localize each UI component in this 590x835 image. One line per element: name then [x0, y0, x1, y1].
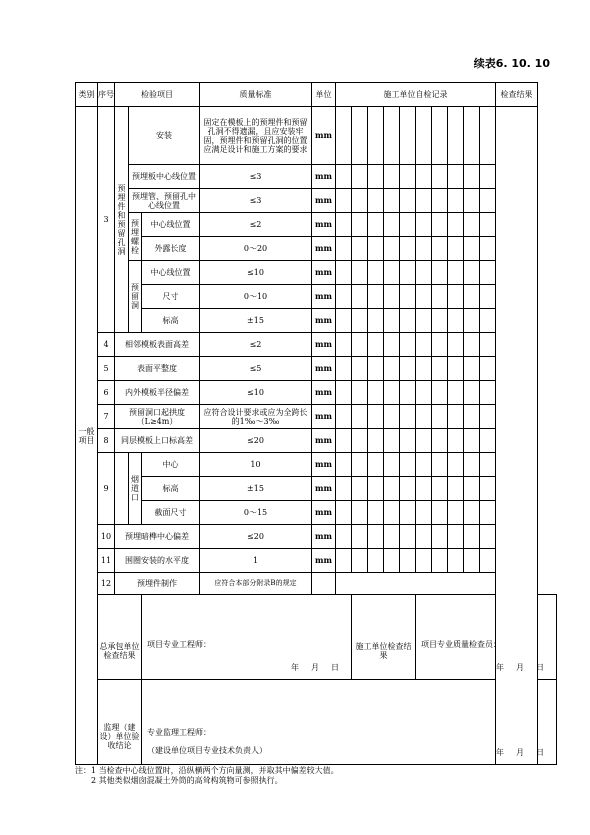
record-cell [480, 261, 496, 285]
record-cell [384, 213, 400, 237]
record-cell [448, 357, 464, 381]
record-cell [416, 213, 432, 237]
standard-cell: ≤20 [200, 525, 312, 549]
record-cell [464, 189, 480, 213]
record-cell [352, 405, 368, 429]
record-cell [368, 333, 384, 357]
unit-cell: mm [312, 357, 336, 381]
record-cell [416, 165, 432, 189]
record-cell [432, 189, 448, 213]
record-cell [416, 357, 432, 381]
record-cell [352, 189, 368, 213]
record-cell [416, 285, 432, 309]
record-cell [368, 501, 384, 525]
record-cell [336, 477, 352, 501]
contractor-date: 年 月 日 [291, 663, 341, 672]
header-unit: 单位 [312, 83, 336, 107]
builder-date: 年 月 日 [496, 663, 546, 672]
unit-cell: mm [312, 165, 336, 189]
record-cell [336, 261, 352, 285]
unit-cell: mm [312, 213, 336, 237]
record-cell [432, 285, 448, 309]
item-cell: 围圈安装的水平度 [115, 549, 200, 573]
table-row [76, 429, 557, 453]
record-cell [464, 333, 480, 357]
record-cell [432, 405, 448, 429]
table-row [76, 501, 557, 525]
seq-cell: 7 [98, 405, 115, 429]
table-row [76, 165, 557, 189]
record-cell [448, 309, 464, 333]
record-cell [448, 429, 464, 453]
record-cell [416, 501, 432, 525]
record-cell [352, 357, 368, 381]
record-cell [432, 477, 448, 501]
record-cell [480, 357, 496, 381]
standard-cell: 0～20 [200, 237, 312, 261]
record-cell [368, 237, 384, 261]
record-cell [352, 333, 368, 357]
builder-sign-box [416, 595, 557, 680]
footnote-1: 注：1 当检查中心线位置时，沿纵横两个方向量测，并取其中偏差较大值。 [75, 766, 339, 775]
header-result: 检查结果 [496, 83, 538, 107]
standard-cell: ≤3 [200, 165, 312, 189]
table-row [76, 333, 557, 357]
record-cell [432, 237, 448, 261]
record-cell [416, 381, 432, 405]
standard-cell: 1 [200, 549, 312, 573]
item-cell: 外露长度 [142, 237, 200, 261]
table-row [76, 213, 557, 237]
record-cell [416, 107, 432, 165]
seq-cell: 10 [98, 525, 115, 549]
record-cell [480, 453, 496, 477]
unit-cell: mm [312, 333, 336, 357]
record-cell [416, 525, 432, 549]
record-cell [384, 107, 400, 165]
item-cell: 相邻模板表面高差 [115, 333, 200, 357]
record-cell [336, 213, 352, 237]
item-cell: 预埋管、预留孔中心线位置 [129, 189, 200, 213]
record-cell [384, 237, 400, 261]
record-cell [448, 477, 464, 501]
record-cell [400, 453, 416, 477]
record-cell [448, 189, 464, 213]
seq-cell: 12 [98, 573, 115, 595]
record-cell [384, 381, 400, 405]
record-cell [400, 309, 416, 333]
table-row [76, 189, 557, 213]
standard-cell: ≤5 [200, 357, 312, 381]
unit-cell: mm [312, 261, 336, 285]
table-row [76, 549, 557, 573]
record-cell [432, 309, 448, 333]
builder-role: 项目专业质量检查员： [421, 640, 501, 649]
inspection-table [75, 82, 557, 765]
record-cell [416, 453, 432, 477]
item-cell: 表面平整度 [115, 357, 200, 381]
seq-cell: 5 [98, 357, 115, 381]
record-cell [368, 165, 384, 189]
table-row [76, 381, 557, 405]
standard-cell: ≤10 [200, 381, 312, 405]
standard-cell: ≤2 [200, 333, 312, 357]
item-cell: 预埋板中心线位置 [129, 165, 200, 189]
record-cell [464, 549, 480, 573]
record-cell [432, 107, 448, 165]
record-cell [400, 107, 416, 165]
record-cell [480, 549, 496, 573]
record-cell [480, 405, 496, 429]
record-cell [464, 429, 480, 453]
record-cell [464, 477, 480, 501]
record-cell [352, 549, 368, 573]
group-flue: 烟道口 [129, 453, 142, 525]
header-record: 施工单位自检记录 [336, 83, 496, 107]
record-cell [400, 477, 416, 501]
record-cell [448, 333, 464, 357]
record-cell [368, 309, 384, 333]
standard-cell: 0～15 [200, 501, 312, 525]
record-cell [352, 381, 368, 405]
header-seq: 序号 [98, 83, 115, 107]
record-cell [432, 213, 448, 237]
record-cell [352, 213, 368, 237]
unit-cell: mm [312, 285, 336, 309]
record-cell [384, 261, 400, 285]
table-row [76, 285, 557, 309]
record-cell [480, 381, 496, 405]
record-cell [336, 549, 352, 573]
group-bolt: 预埋螺栓 [129, 213, 142, 261]
record-cell [432, 333, 448, 357]
record-cell [336, 189, 352, 213]
group-embedded: 预埋件和预留孔洞 [115, 107, 129, 333]
unit-cell: mm [312, 107, 336, 165]
record-cell [416, 477, 432, 501]
record-cell [464, 381, 480, 405]
record-cell [448, 405, 464, 429]
record-cell [352, 501, 368, 525]
record-cell [384, 165, 400, 189]
record-cell [368, 261, 384, 285]
standard-cell: ±15 [200, 309, 312, 333]
record-cell [368, 285, 384, 309]
standard-cell: 应符合设计要求或应为全跨长的1‰～3‰ [200, 405, 312, 429]
contractor-label: 总承包单位检查结果 [98, 595, 142, 680]
unit-cell: mm [312, 501, 336, 525]
record-cell [480, 429, 496, 453]
record-cell [448, 501, 464, 525]
record-cell [336, 237, 352, 261]
record-cell [368, 107, 384, 165]
seq-cell: 6 [98, 381, 115, 405]
record-cell [416, 549, 432, 573]
record-cell [464, 213, 480, 237]
record-cell [432, 453, 448, 477]
record-cell [336, 357, 352, 381]
item-cell: 标高 [142, 477, 200, 501]
unit-cell: mm [312, 309, 336, 333]
record-cell [432, 357, 448, 381]
table-row [76, 453, 557, 477]
table-row [76, 405, 557, 429]
record-cell [400, 261, 416, 285]
record-cell [400, 237, 416, 261]
unit-cell: mm [312, 549, 336, 573]
record-cell [352, 165, 368, 189]
builder-label: 施工单位检查结果 [352, 595, 416, 680]
record-cell [336, 381, 352, 405]
standard-cell: 0～10 [200, 285, 312, 309]
record-cell [432, 501, 448, 525]
record-cell [336, 333, 352, 357]
record-cell [352, 285, 368, 309]
record-cell [448, 525, 464, 549]
unit-cell: mm [312, 405, 336, 429]
record-cell [384, 309, 400, 333]
record-cell [352, 237, 368, 261]
record-cell [416, 405, 432, 429]
record-cell [368, 213, 384, 237]
header-standard: 质量标准 [200, 83, 312, 107]
item-cell: 中心线位置 [142, 261, 200, 285]
record-cell [336, 165, 352, 189]
record-cell [384, 333, 400, 357]
contractor-role: 项目专业工程师： [147, 640, 211, 649]
record-cell [384, 429, 400, 453]
record-cell [480, 333, 496, 357]
standard-cell: ≤3 [200, 189, 312, 213]
record-cell [464, 309, 480, 333]
standard-cell: 应符合本部分附录B的规定 [200, 573, 312, 595]
record-cell [480, 525, 496, 549]
record-cell [464, 261, 480, 285]
record-cell [352, 525, 368, 549]
record-cell [352, 309, 368, 333]
record-cell [384, 189, 400, 213]
record-cell [400, 405, 416, 429]
record-cell [368, 429, 384, 453]
table-row [76, 525, 557, 549]
unit-cell: mm [312, 477, 336, 501]
record-cell [416, 333, 432, 357]
record-cell [400, 357, 416, 381]
seq-cell: 11 [98, 549, 115, 573]
record-cell [432, 429, 448, 453]
record-cell [432, 261, 448, 285]
standard-cell: 10 [200, 453, 312, 477]
unit-cell: mm [312, 429, 336, 453]
footnote-2: 2 其他类似烟囱混凝土外筒的高耸构筑物可参照执行。 [75, 776, 283, 785]
record-cell [416, 189, 432, 213]
record-cell [480, 309, 496, 333]
record-cell [384, 285, 400, 309]
record-cell [400, 189, 416, 213]
record-cell [368, 549, 384, 573]
unit-cell: mm [312, 237, 336, 261]
item-cell: 预留洞口起拱度（L≥4m） [115, 405, 200, 429]
supervisor-sign-box [142, 680, 557, 765]
table-row [76, 237, 557, 261]
record-cell [480, 477, 496, 501]
record-cell [400, 213, 416, 237]
table-row [76, 261, 557, 285]
seq-cell: 3 [98, 107, 115, 333]
standard-cell: ≤10 [200, 261, 312, 285]
footnotes [75, 766, 339, 786]
record-cell [384, 477, 400, 501]
table-row [76, 477, 557, 501]
record-cell [336, 107, 352, 165]
record-cell [464, 237, 480, 261]
record-cell [464, 357, 480, 381]
record-cell [448, 549, 464, 573]
record-cell [448, 261, 464, 285]
record-cell [480, 501, 496, 525]
record-cell [448, 213, 464, 237]
record-cell [464, 285, 480, 309]
record-cell [384, 525, 400, 549]
contractor-sign-box [142, 595, 352, 680]
record-cell [368, 189, 384, 213]
record-cell [400, 165, 416, 189]
record-cell [448, 237, 464, 261]
record-cell [384, 357, 400, 381]
record-cell [336, 525, 352, 549]
header-row [76, 83, 557, 107]
record-cell [400, 381, 416, 405]
standard-cell: ±15 [200, 477, 312, 501]
record-cell [400, 333, 416, 357]
seq-cell: 9 [98, 453, 115, 525]
record-cell [448, 381, 464, 405]
record-cell [384, 453, 400, 477]
supervisor-sign-row [76, 680, 557, 765]
record-cell [368, 381, 384, 405]
header-category: 类别 [76, 83, 98, 107]
record-cell [432, 525, 448, 549]
record-cell [464, 501, 480, 525]
record-cell [368, 405, 384, 429]
record-cell [384, 501, 400, 525]
table-row [76, 107, 557, 165]
standard-cell: ≤2 [200, 213, 312, 237]
record-cell [400, 429, 416, 453]
record-cell [400, 549, 416, 573]
record-cell [336, 405, 352, 429]
record-cell [368, 453, 384, 477]
record-cell [336, 501, 352, 525]
record-cell [432, 381, 448, 405]
record-cell [464, 165, 480, 189]
record-cell [352, 107, 368, 165]
standard-cell: ≤20 [200, 429, 312, 453]
record-cell [336, 429, 352, 453]
record-cell [432, 165, 448, 189]
record-cell [448, 107, 464, 165]
record-cell [448, 453, 464, 477]
supervisor-role: 专业监理工程师： [147, 728, 211, 737]
record-cell [336, 573, 496, 595]
record-cell [400, 525, 416, 549]
record-cell [352, 261, 368, 285]
header-item: 检验项目 [115, 83, 200, 107]
unit-cell: mm [312, 381, 336, 405]
record-cell [336, 285, 352, 309]
item-cell: 中心 [142, 453, 200, 477]
record-cell [336, 453, 352, 477]
table-row [76, 573, 557, 595]
record-cell [336, 309, 352, 333]
record-cell [432, 549, 448, 573]
record-cell [464, 405, 480, 429]
record-cell [480, 107, 496, 165]
item-cell: 同层模板上口标高差 [115, 429, 200, 453]
item-cell: 截面尺寸 [142, 501, 200, 525]
record-cell [480, 165, 496, 189]
record-cell [464, 453, 480, 477]
unit-cell: mm [312, 189, 336, 213]
table-row [76, 357, 557, 381]
category-cell: 一般项目 [76, 107, 98, 765]
record-cell [368, 525, 384, 549]
supervisor-label: 监理（建设）单位验收结论 [98, 680, 142, 765]
supervisor-note: （建设单位项目专业技术负责人） [147, 746, 267, 755]
record-cell [480, 213, 496, 237]
record-cell [416, 309, 432, 333]
record-cell [368, 477, 384, 501]
record-cell [416, 261, 432, 285]
record-cell [448, 285, 464, 309]
record-cell [400, 501, 416, 525]
item-cell: 标高 [142, 309, 200, 333]
item-cell: 中心线位置 [142, 213, 200, 237]
group-hole: 预留洞 [129, 261, 142, 333]
record-cell [352, 477, 368, 501]
continuation-label: 续表6. 10. 10 [473, 57, 550, 70]
record-cell [384, 405, 400, 429]
item-cell: 预埋件制作 [115, 573, 200, 595]
unit-cell: mm [312, 453, 336, 477]
item-cell: 内外模板半径偏差 [115, 381, 200, 405]
supervisor-date: 年 月 日 [496, 748, 546, 757]
record-cell [480, 237, 496, 261]
record-cell [352, 453, 368, 477]
record-cell [400, 285, 416, 309]
unit-cell: mm [312, 525, 336, 549]
item-cell: 安装 [129, 107, 200, 165]
record-cell [416, 429, 432, 453]
seq-cell: 4 [98, 333, 115, 357]
seq-cell: 8 [98, 429, 115, 453]
record-cell [480, 285, 496, 309]
contractor-sign-row [76, 595, 557, 680]
record-cell [352, 429, 368, 453]
record-cell [448, 165, 464, 189]
record-cell [464, 107, 480, 165]
item-cell: 尺寸 [142, 285, 200, 309]
record-cell [416, 237, 432, 261]
record-cell [464, 525, 480, 549]
standard-cell: 固定在模板上的预埋件和预留孔洞不得遗漏，且应安装牢固，预埋件和预留孔洞的位置应满足设计和施工方案的要求 [200, 107, 312, 165]
record-cell [368, 357, 384, 381]
record-cell [480, 189, 496, 213]
record-cell [384, 549, 400, 573]
item-cell: 预埋暗榫中心偏差 [115, 525, 200, 549]
table-row [76, 309, 557, 333]
